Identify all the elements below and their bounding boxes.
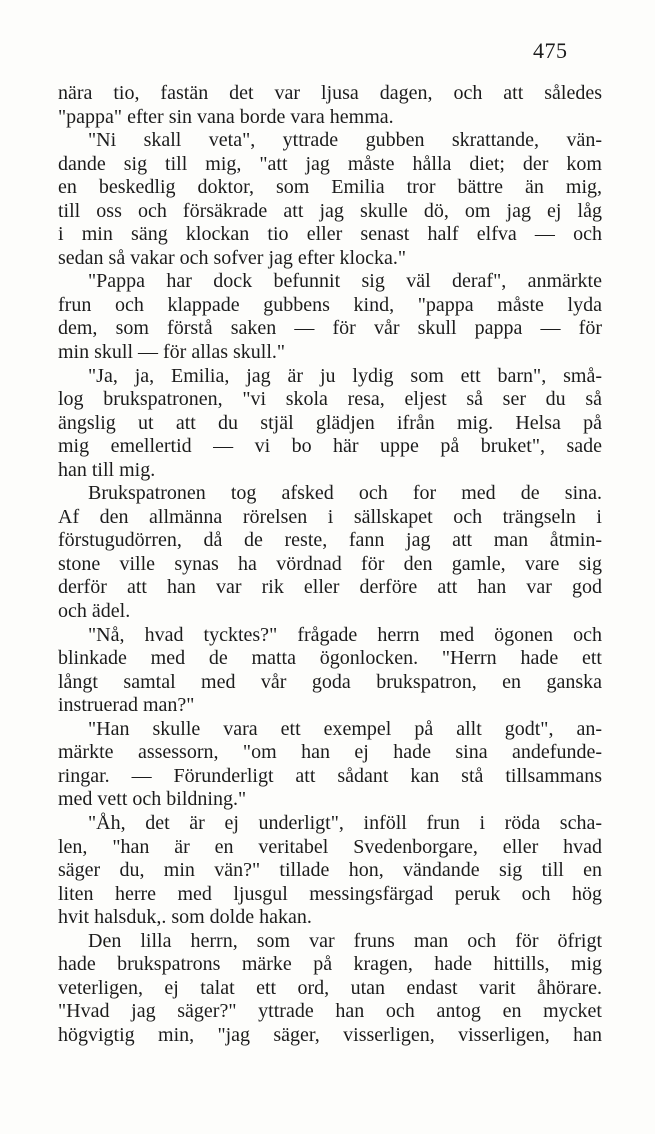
text-line: blinkade med de matta ögonlocken. "Herrn hade ett	[58, 647, 602, 670]
text-line: frun och klappade gubbens kind, "pappa måste lyda	[58, 293, 602, 316]
text-line: nära tio, fastän det var ljusa dagen, och att således	[58, 82, 602, 104]
text-line: "Ja, ja, Emilia, jag är ju lydig som ett barn", små-	[88, 364, 602, 387]
text-line: i min säng klockan tio eller senast half elfva — och	[58, 223, 602, 246]
text-line: förstugudörren, då de reste, fann jag att man åtmin-	[58, 529, 602, 552]
text-line: min skull — för allas skull."	[58, 341, 286, 364]
text-line: "Han skulle vara ett exempel på allt godt", an-	[88, 717, 602, 740]
text-line: liten herre med ljusgul messingsfärgad peruk och hög	[58, 882, 602, 905]
text-line: högvigtig min, "jag säger, visserligen, visserligen, han	[58, 1023, 602, 1046]
text-line: "pappa" efter sin vana borde vara hemma.	[58, 105, 394, 128]
text-line: stone ville synas ha vördnad för den gamle, vare sig	[58, 552, 602, 575]
text-line: Brukspatronen tog afsked och for med de sina.	[88, 482, 602, 505]
text-line: "Ni skall veta", yttrade gubben skrattande, vän-	[88, 129, 602, 152]
text-line: Den lilla herrn, som var fruns man och för öfrigt	[88, 929, 602, 952]
text-line: ringar. — Förunderligt att sådant kan stå tillsammans	[58, 764, 602, 787]
text-line: långt samtal med vår goda brukspatron, en ganska	[58, 670, 602, 693]
text-line: "Pappa har dock befunnit sig väl deraf", anmärkte	[88, 270, 602, 293]
text-line: "Nå, hvad tycktes?" frågade herrn med ögonen och	[88, 623, 602, 646]
text-line: dande sig till mig, "att jag måste hålla diet; der kom	[58, 152, 602, 175]
text-line: derför att han var rik eller derföre att han var god	[58, 576, 602, 599]
text-line: han till mig.	[58, 458, 156, 481]
text-line: log brukspatronen, "vi skola resa, eljest så ser du så	[58, 388, 602, 411]
text-line: och ädel.	[58, 600, 131, 623]
body-text	[58, 82, 602, 1047]
text-line: instruerad man?"	[58, 694, 195, 717]
text-line: hvit halsduk,. som dolde hakan.	[58, 906, 312, 929]
text-line: säger du, min vän?" tillade hon, vändande sig till en	[58, 859, 602, 882]
text-line: en beskedlig doktor, som Emilia tror bättre än mig,	[58, 176, 602, 199]
text-line: "Hvad jag säger?" yttrade han och antog en mycket	[58, 1000, 602, 1023]
text-line: hade brukspatrons märke på kragen, hade hittills, mig	[58, 953, 602, 976]
text-line: till oss och försäkrade att jag skulle dö, om jag ej låg	[58, 199, 602, 222]
text-line: veterligen, ej talat ett ord, utan endast varit åhörare.	[58, 976, 602, 999]
text-line: len, "han är en veritabel Svedenborgare, eller hvad	[58, 835, 602, 858]
text-line: märkte assessorn, "om han ej hade sina andefunde-	[58, 741, 602, 764]
text-line: mig emellertid — vi bo här uppe på bruket", sade	[58, 435, 602, 458]
text-line: Af den allmänna rörelsen i sällskapet och trängseln i	[58, 505, 602, 528]
text-line: dem, som förstå saken — för vår skull pappa — för	[58, 317, 602, 340]
page-number: 475	[533, 38, 568, 63]
text-line: ängslig ut att du stjäl glädjen ifrån mig. Helsa på	[58, 411, 602, 434]
text-line: med vett och bildning."	[58, 788, 247, 811]
text-line: "Åh, det är ej underligt", inföll frun i röda scha-	[88, 811, 602, 834]
text-line: sedan så vakar och sofver jag efter klocka."	[58, 246, 407, 269]
